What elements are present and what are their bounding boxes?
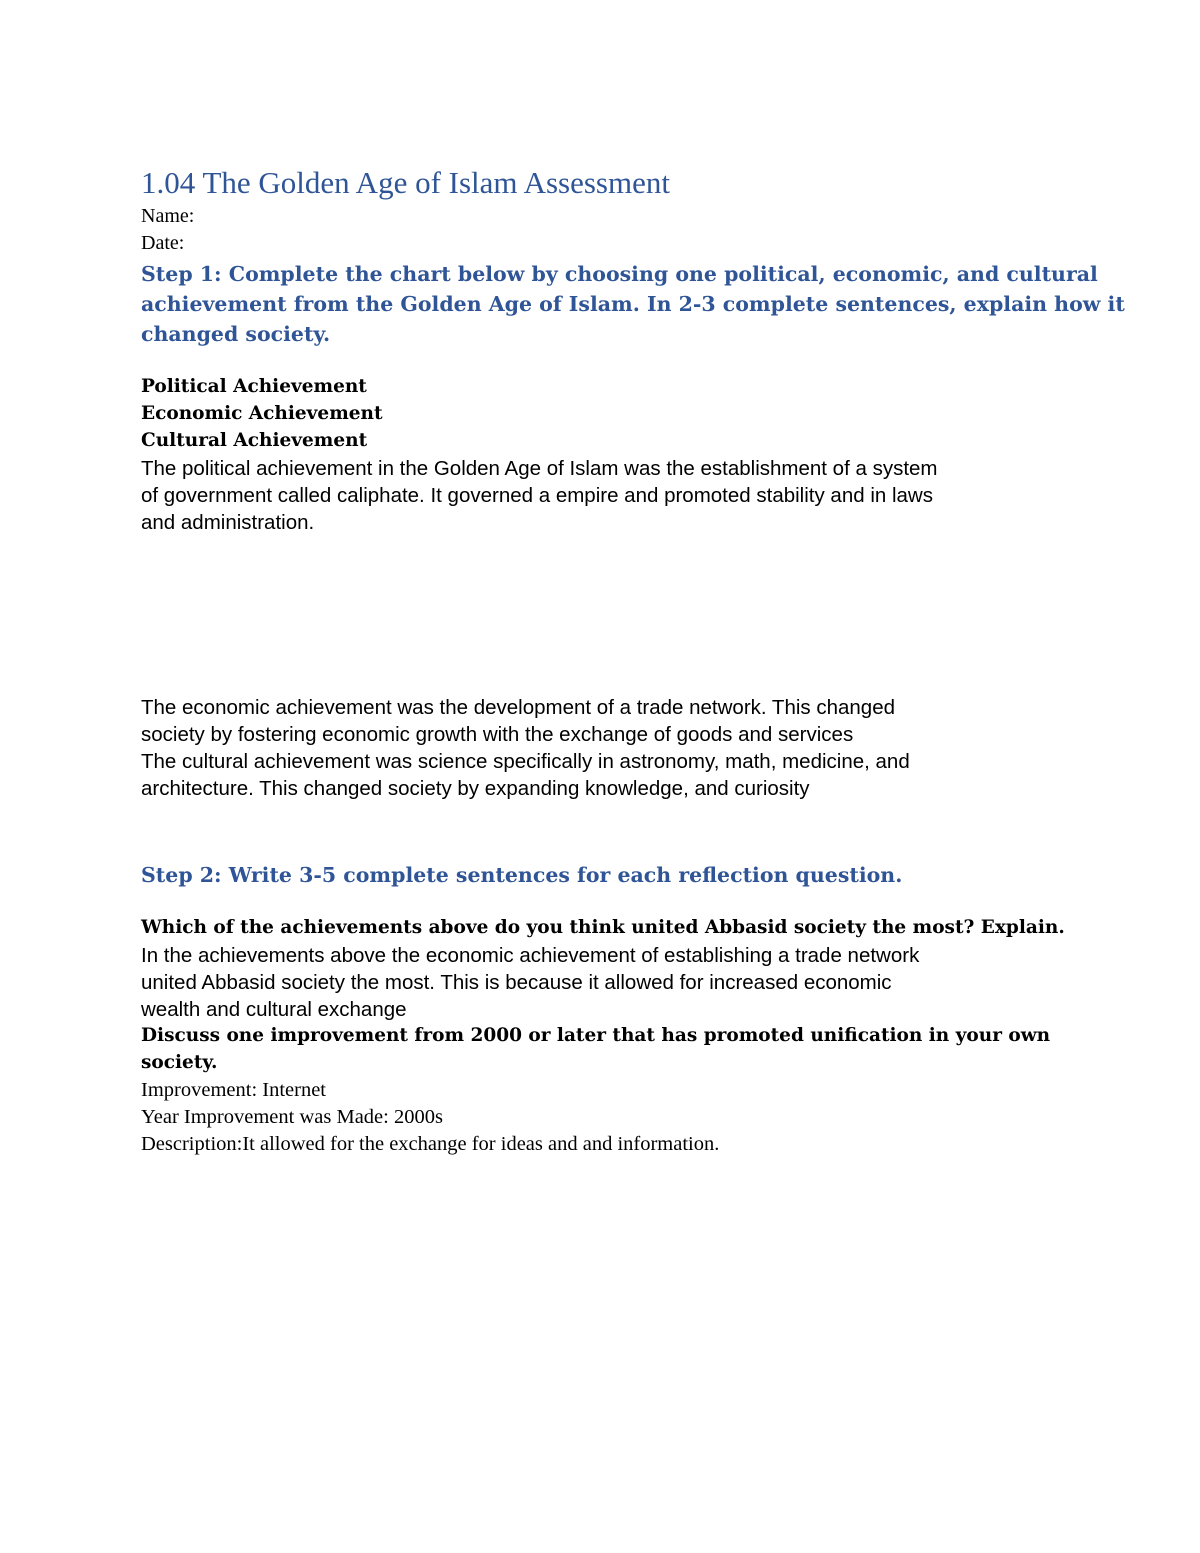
name-label: Name: — [141, 205, 195, 227]
step1-line-3: changed society. — [141, 322, 331, 346]
political-answer-line-1: The political achievement in the Golden Age of Islam was the establishment of a system — [141, 457, 938, 480]
answer-1-line-3: wealth and cultural exchange — [141, 998, 407, 1021]
year-line: Year Improvement was Made: 2000s — [141, 1106, 443, 1128]
description-line: Description:It allowed for the exchange for ideas and and information. — [141, 1133, 720, 1155]
answer-1-line-1: In the achievements above the economic achievement of establishing a trade network — [141, 944, 920, 967]
cultural-answer-line-1: The cultural achievement was science specifically in astronomy, math, medicine, and — [141, 750, 910, 773]
page-title: 1.04 The Golden Age of Islam Assessment — [141, 165, 670, 200]
answer-1-line-2: united Abbasid society the most. This is because it allowed for increased economic — [141, 971, 892, 994]
question-2-line-2: society. — [141, 1052, 218, 1073]
economic-answer-line-2: society by fostering economic growth with the exchange of goods and services — [141, 723, 854, 746]
political-achievement-label: Political Achievement — [141, 376, 367, 397]
step1-line-1: Step 1: Complete the chart below by choosing one political, economic, and cultural — [141, 262, 1098, 286]
date-label: Date: — [141, 232, 185, 254]
step1-line-2: achievement from the Golden Age of Islam. In 2-3 complete sentences, explain how it — [141, 292, 1125, 316]
step2-heading: Step 2: Write 3-5 complete sentences for each reflection question. — [141, 863, 903, 887]
question-2-line-1: Discuss one improvement from 2000 or later that has promoted unification in your own — [141, 1025, 1051, 1046]
question-1: Which of the achievements above do you think united Abbasid society the most? Explain. — [141, 917, 1065, 938]
political-answer-line-3: and administration. — [141, 511, 315, 534]
cultural-achievement-label: Cultural Achievement — [141, 430, 368, 451]
political-answer-line-2: of government called caliphate. It governed a empire and promoted stability and in laws — [141, 484, 933, 507]
improvement-line: Improvement: Internet — [141, 1079, 327, 1101]
cultural-answer-line-2: architecture. This changed society by expanding knowledge, and curiosity — [141, 777, 810, 800]
economic-answer-line-1: The economic achievement was the development of a trade network. This changed — [141, 696, 895, 719]
economic-achievement-label: Economic Achievement — [141, 403, 383, 424]
